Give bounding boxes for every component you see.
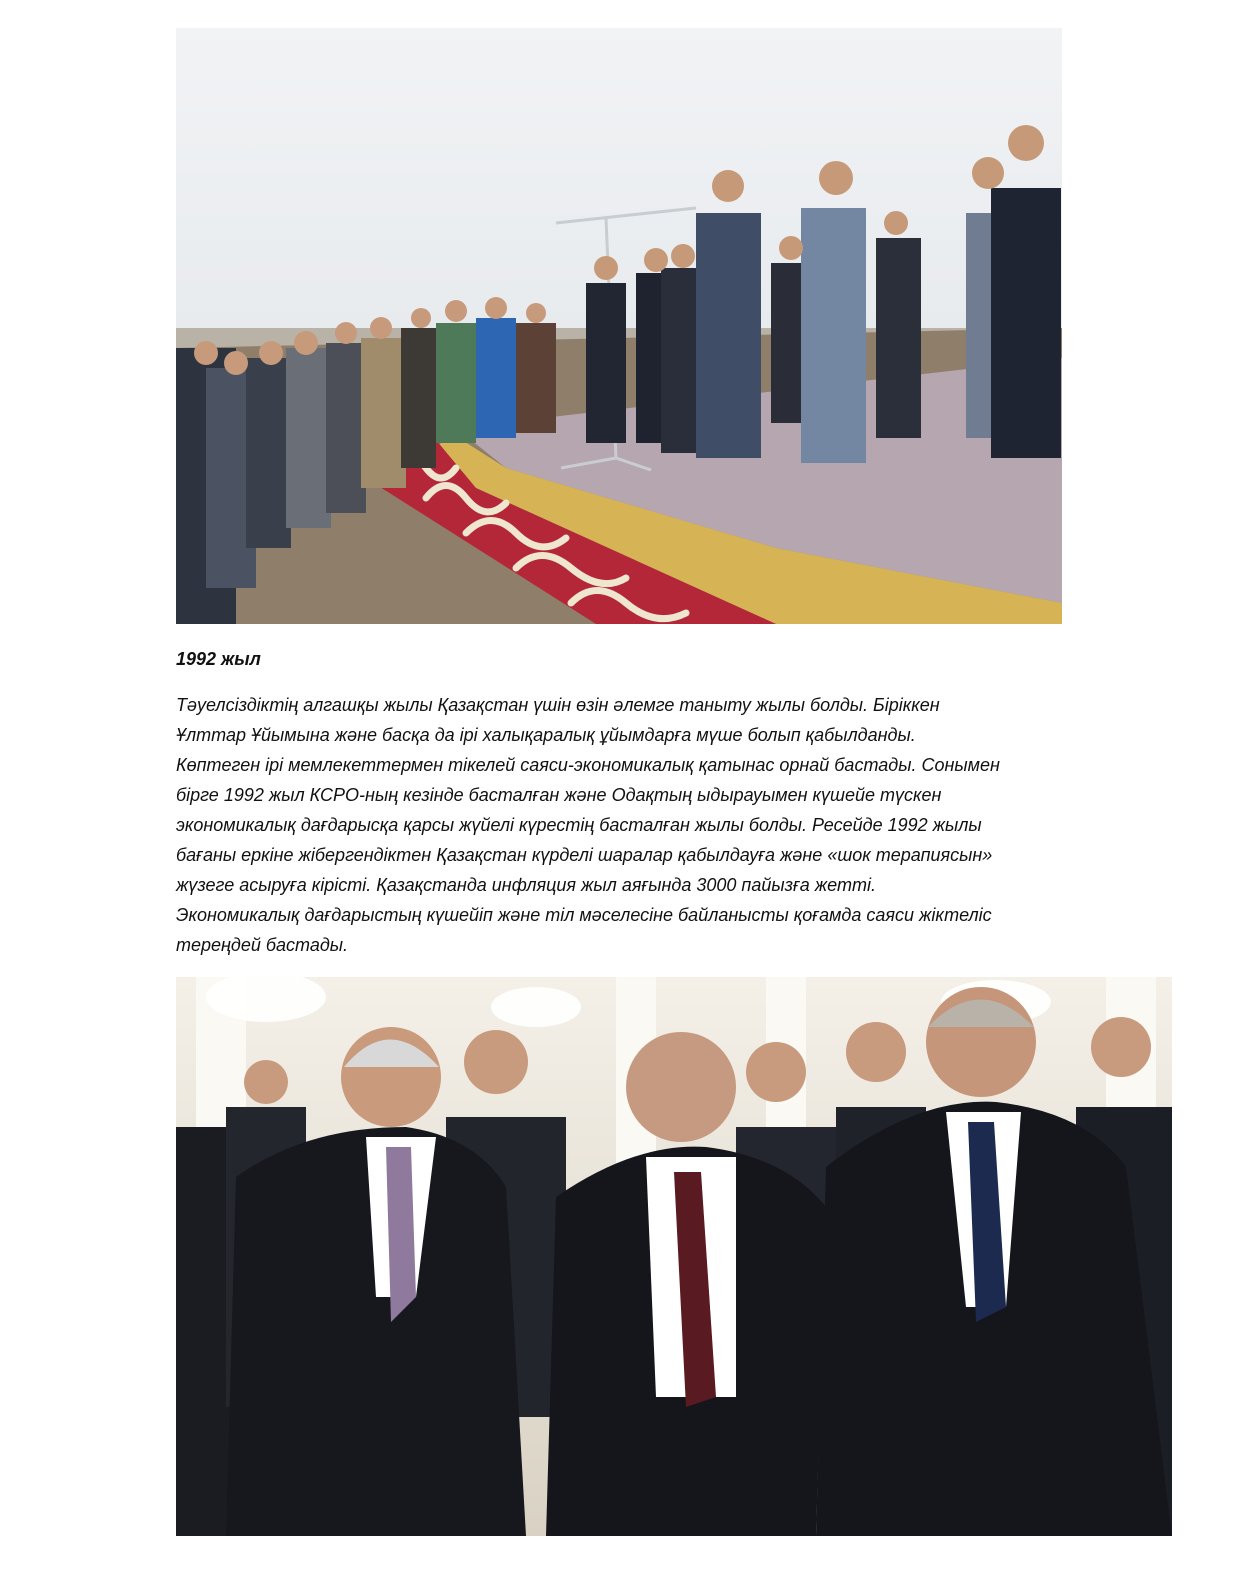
leaders-photo — [176, 977, 1172, 1536]
body-paragraph — [176, 690, 1166, 960]
paragraph-line: Тәуелсіздіктің алгашқы жылы Қазақстан үшін өзін әлемге таныту жылы болды. Біріккен — [176, 695, 940, 715]
paragraph-line: жүзеге асыруға кірісті. Қазақстанда инфляция жыл аяғында 3000 пайызға жетті. — [176, 875, 876, 895]
paragraph-line: Ұлттар Ұйымына және басқа да ірі халықаралық ұйымдарға мүше болып қабылданды. — [176, 725, 916, 745]
paragraph-line: тереңдей бастады. — [176, 935, 349, 955]
section-heading: 1992 жыл — [176, 649, 261, 669]
ceremony-photo — [176, 28, 1062, 624]
paragraph-line: бірге 1992 жыл КСРО-ның кезінде басталған және Одақтың ыдырауымен күшейе түскен — [176, 785, 942, 805]
paragraph-line: Экономикалық дағдарыстың күшейіп және тіл мәселесіне байланысты қоғамда саяси жіктеліс — [176, 905, 992, 925]
ceremony-photo-illustration — [176, 28, 1062, 624]
leaders-photo-illustration — [176, 977, 1172, 1536]
paragraph-line: экономикалық дағдарысқа қарсы жүйелі күрестің басталған жылы болды. Ресейде 1992 жылы — [176, 815, 982, 835]
paragraph-line: Көптеген ірі мемлекеттермен тікелей саяси-экономикалық қатынас орнай бастады. Сонымен — [176, 755, 1000, 775]
paragraph-line: бағаны еркіне жібергендіктен Қазақстан күрделі шаралар қабылдауға және «шок терапиясын» — [176, 845, 993, 865]
